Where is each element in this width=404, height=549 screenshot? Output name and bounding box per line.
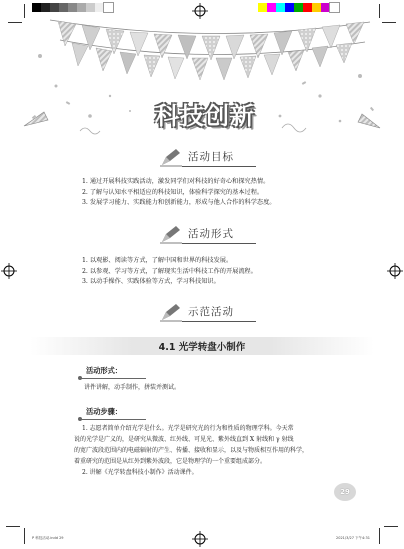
steps-text (74, 423, 336, 478)
registration-mark-icon (1, 263, 17, 279)
color-swatch (32, 3, 41, 12)
color-swatch (330, 3, 339, 12)
color-swatch (321, 3, 330, 12)
list-item: 3. 发展学习能力、实践能力和创新能力，形成与他人合作的科学态度。 (82, 199, 276, 206)
print-gray-bar (32, 3, 113, 12)
pen-icon (160, 147, 182, 167)
list-item: 1. 通过开展科技实践活动，激发同学们对科技的好奇心和探究热情。 (82, 178, 270, 185)
section-heading-forms (160, 222, 256, 244)
color-swatch (50, 3, 59, 12)
heading-underline (80, 419, 146, 420)
form-heading: 活动形式： (86, 366, 122, 375)
steps-line: 说的光学是广义的，是研究从微波、红外线、可见光、紫外线直到 X 射线和 γ 射线 (74, 436, 294, 443)
print-color-bar (258, 3, 339, 12)
color-swatch (258, 3, 267, 12)
registration-mark-icon (192, 531, 208, 547)
color-swatch (267, 3, 276, 12)
banner-title: 科技创新 (155, 102, 255, 130)
list-item: 3. 以动手操作、实践体验等方式，学习科技知识。 (82, 278, 220, 285)
list-item: 2. 了解与认知水平相适应的科技知识，体验科学探究的基本过程。 (82, 188, 264, 196)
crop-mark (6, 526, 20, 527)
list-item: 1. 以观影、阅读等方式，了解中国和世界的科技发展。 (82, 257, 233, 264)
chapter-bar (30, 337, 374, 355)
goals-list (82, 177, 276, 209)
color-swatch (68, 3, 77, 12)
footer-slug-right: 2021/3/27 下午4:31 (336, 536, 370, 540)
steps-line: 着重研究的范围是从红外到紫外波段，它是物理学的一个重要组成部分。 (74, 458, 267, 465)
color-swatch (77, 3, 86, 12)
steps-heading: 活动步骤： (86, 407, 122, 416)
color-swatch (294, 3, 303, 12)
heading-underline (80, 378, 146, 379)
form-text: 讲件讲解，动手制作，拼装并测试。 (84, 384, 181, 391)
crop-mark (24, 528, 25, 544)
section-heading-demo (160, 300, 256, 322)
color-swatch (95, 3, 104, 12)
color-swatch (312, 3, 321, 12)
page-number: 29 (334, 483, 356, 501)
chapter-title: 4.1 光学转盘小制作 (158, 342, 246, 353)
steps-line: 的宽广波段范围内的电磁辐射的产生、传播、接收和显示，以及与物质相互作用的科学， (74, 447, 309, 454)
color-swatch (285, 3, 294, 12)
color-swatch (104, 3, 113, 12)
color-swatch (59, 3, 68, 12)
section-title: 活动形式 (182, 226, 256, 244)
section-heading-goals (160, 145, 256, 167)
crop-mark (379, 528, 380, 544)
footer-slug-left: P 科技活动.indd 29 (32, 536, 64, 540)
steps-line: 2. 讲解《光学转盘科技小制作》活动课件。 (82, 469, 198, 476)
color-swatch (276, 3, 285, 12)
section-title: 活动目标 (182, 149, 256, 167)
color-swatch (41, 3, 50, 12)
section-title: 示范活动 (182, 304, 256, 322)
pen-icon (160, 302, 182, 322)
color-swatch (303, 3, 312, 12)
list-item: 2. 以参观、学习等方式，了解现实生活中科技工作的开展流程。 (82, 267, 257, 275)
crop-mark (384, 526, 398, 527)
pen-icon (160, 224, 182, 244)
forms-list (82, 256, 257, 288)
color-swatch (86, 3, 95, 12)
steps-line: 1. 志愿者简单介绍光学是什么。光学是研究光的行为和性质的物理学科。今天常 (82, 425, 294, 432)
registration-mark-icon (387, 263, 403, 279)
